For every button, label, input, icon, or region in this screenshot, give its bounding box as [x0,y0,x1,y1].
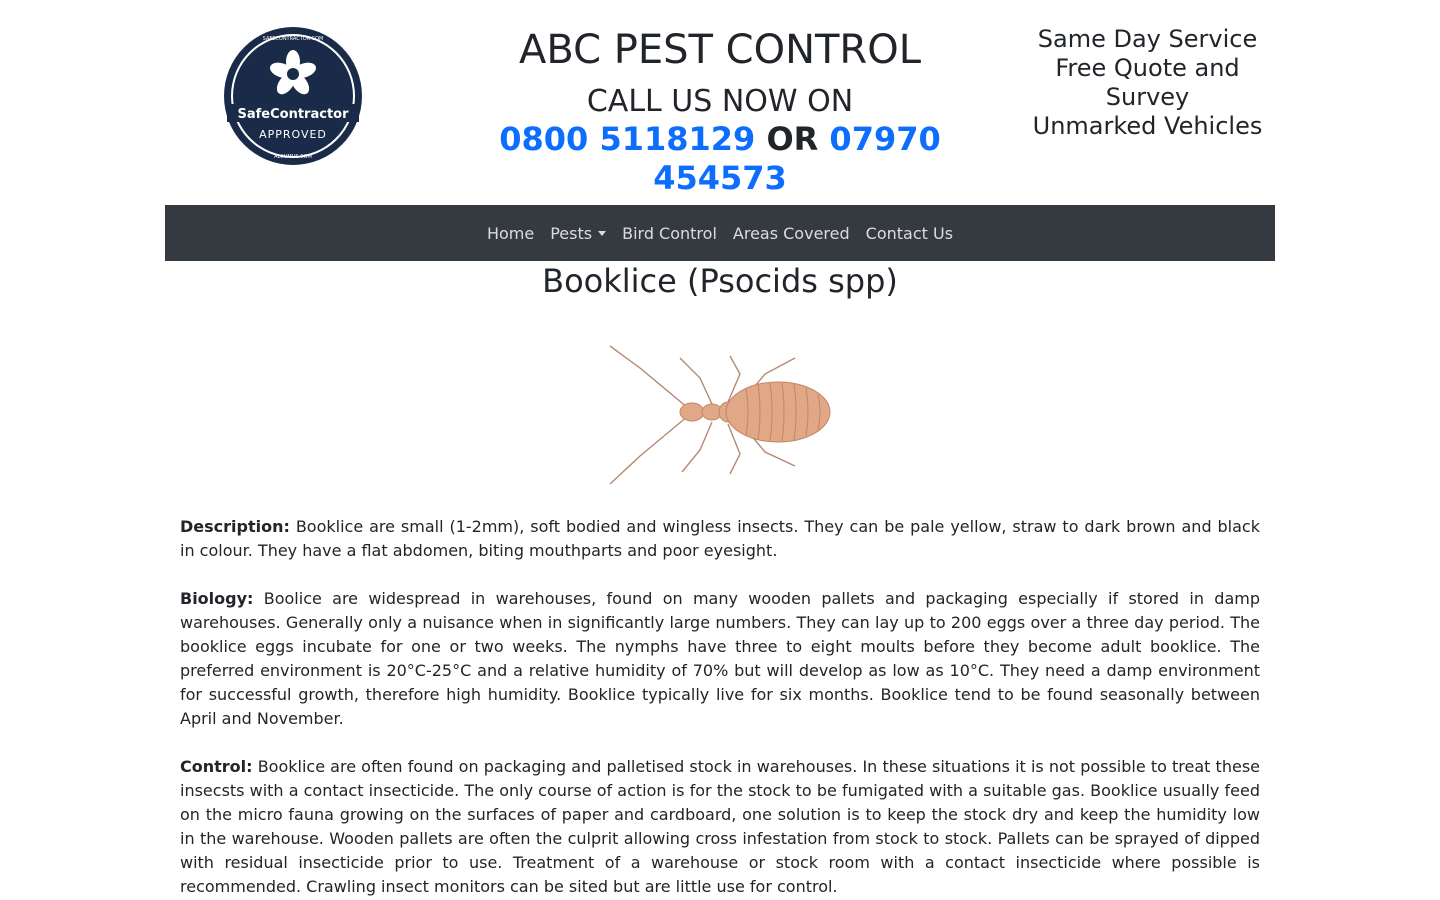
control-text: Booklice are often found on packaging and palletised stock in warehouses. In these situations it is not possible to treat these insecsts with a contact insecticide. The only course of action is for the stock to be fumigated with a suitable gas. Booklice usually feed on the micro fauna growing on the surfaces of paper and cardboard, one solution is to keep the stock dry and keep the humidity low in the warehouse. Wooden pallets are often the culprit allowing cross infestation from stock to stock. Pallets can be sprayed of dipped with residual insecticide prior to use. Treatment of a warehouse or stock room with a contact insecticide where possible is recommended. Crawling insect monitors can be sited but are little use for control. [180,757,1260,896]
header-brand [480,26,960,198]
control-label: Control: [180,757,253,776]
service-features [1020,25,1275,141]
logo-bottom-arc-text: ALCUMUS.COM [274,154,312,160]
company-name: ABC PEST CONTROL [518,27,921,73]
booklice-image [600,338,840,488]
nav-pests-label: Pests [550,223,593,243]
feature-free-quote: Free Quote and Survey [1055,54,1240,111]
safecontractor-logo [223,26,363,166]
call-us-text: CALL US NOW ON [586,84,854,119]
control-paragraph [180,755,1260,899]
phone-link-2[interactable]: 07970 454573 [653,120,941,197]
nav-pests-dropdown[interactable] [542,224,614,243]
nav-bird-control[interactable]: Bird Control [622,223,717,243]
biology-paragraph [180,587,1260,731]
nav-contact-us[interactable]: Contact Us [865,223,954,243]
feature-same-day: Same Day Service [1037,25,1258,53]
logo-brand-text: SafeContractor [237,107,349,122]
description-paragraph [180,515,1260,563]
nav-home[interactable]: Home [486,223,535,243]
article-content [180,515,1260,900]
logo-top-arc-text: SAFECONTRACTOR.COM [262,36,324,42]
biology-text: Boolice are widespread in warehouses, found on many wooden pallets and packaging especially if stored in damp warehouses. Generally only a nuisance when in significantly large numbers. They can lay up to 200 eggs over a three day period. The booklice eggs incubate for one or two weeks. The nymphs have three to eight moults before they become adult booklice. The preferred environment is 20°C-25°C and a relative humidity of 70% but will develop as low as 10°C. They need a damp environment for successful growth, therefore high humidity. Booklice typically live for six months. Booklice tend to be found seasonally between April and November. [180,589,1260,728]
nav-areas-covered[interactable]: Areas Covered [732,223,850,243]
feature-unmarked-vehicles: Unmarked Vehicles [1032,112,1263,140]
caret-down-icon [598,231,606,236]
biology-label: Biology: [180,589,254,608]
logo-badge-text: APPROVED [259,128,327,141]
or-text: OR [766,120,819,158]
description-text: Booklice are small (1-2mm), soft bodied and wingless insects. They can be pale yellow, straw to dark brown and black in colour. They have a flat abdomen, biting mouthparts and poor eyesight. [180,517,1260,560]
main-navbar [165,205,1275,261]
phone-numbers [480,120,960,198]
description-label: Description: [180,517,290,536]
page-title: Booklice (Psocids spp) [542,262,898,300]
phone-link-1[interactable]: 0800 5118129 [499,120,756,158]
